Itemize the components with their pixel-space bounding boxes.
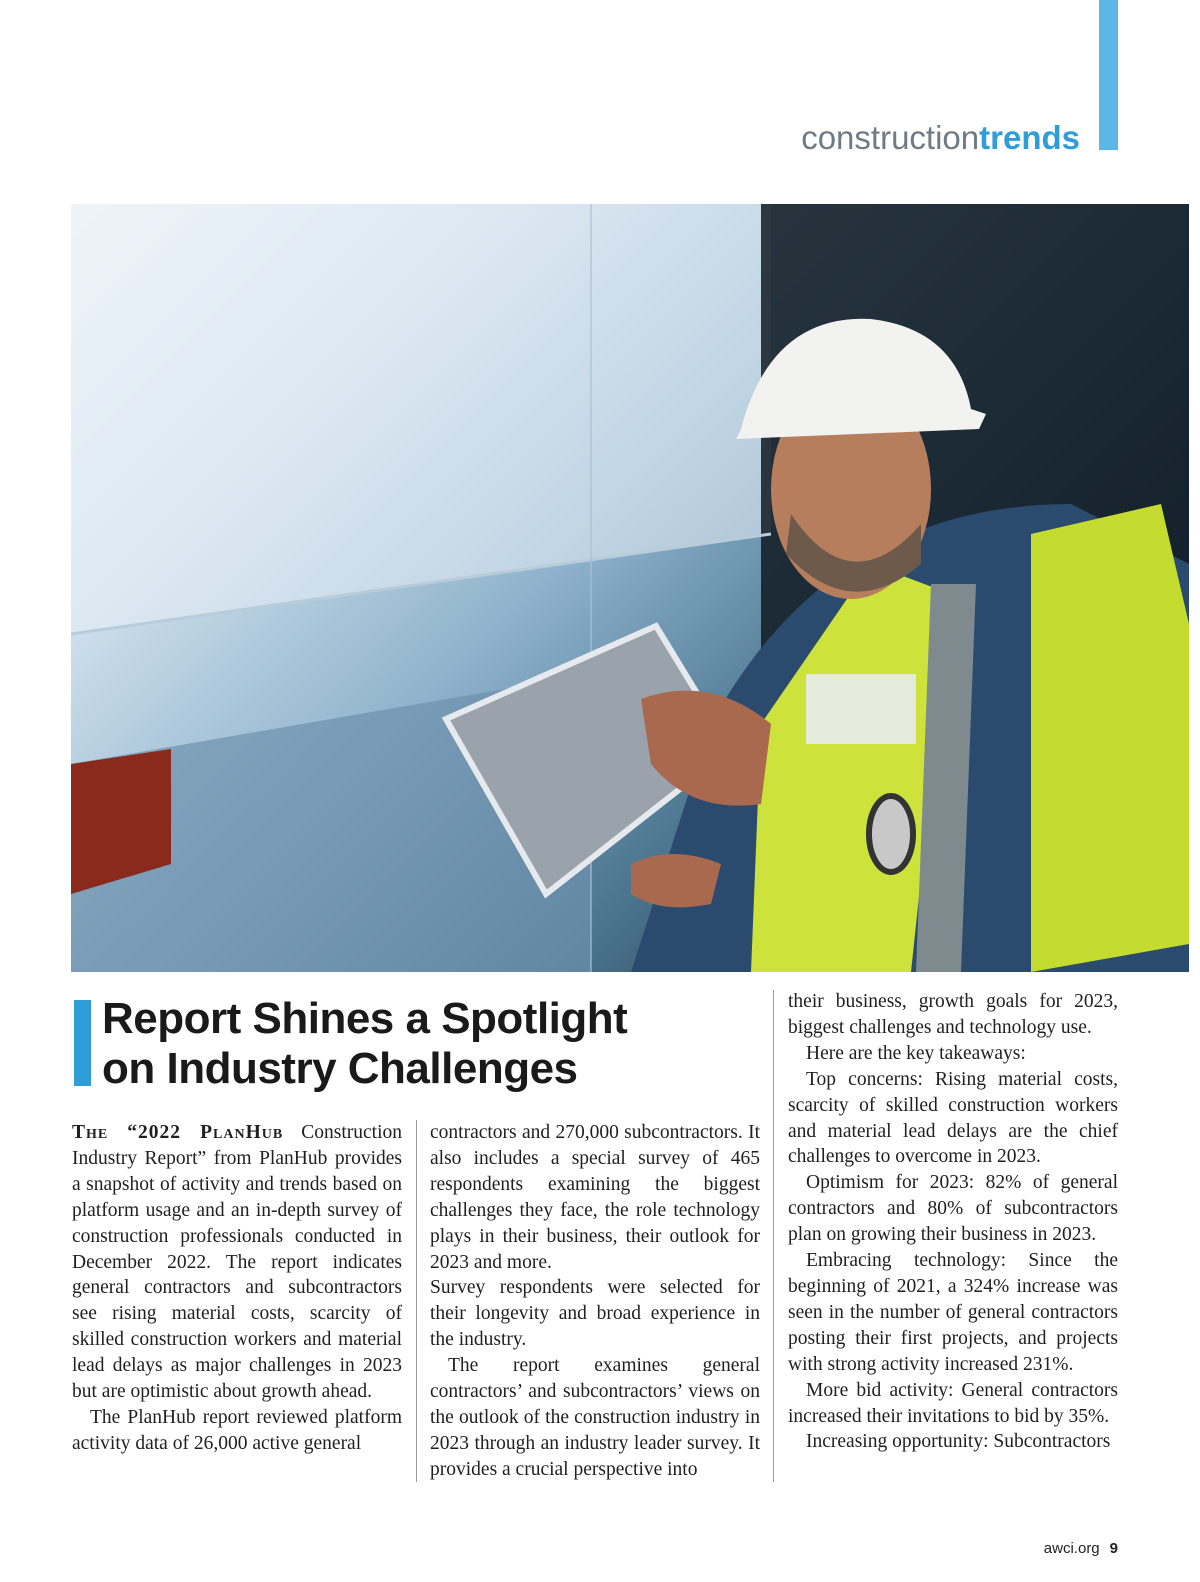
column-2-paragraph-1: contractors and 270,000 subcontractors. It also includes a special survey of 465 respondents examining the biggest challenges they face, the role technology plays in their business, their outlook for 2023 and more. bbox=[430, 1122, 760, 1273]
section-header bbox=[801, 118, 1080, 158]
headline-accent-bar bbox=[74, 1000, 91, 1086]
wristwatch bbox=[869, 796, 913, 872]
headline-line-2: on Industry Challenges bbox=[102, 1044, 578, 1093]
article-column-2 bbox=[430, 1120, 760, 1483]
column-3-paragraph-4: Optimism for 2023: 82% of general contractors and 80% of subcontractors plan on growing their business in 2023. bbox=[788, 1172, 1118, 1246]
top-accent-bar bbox=[1099, 0, 1118, 150]
headline-line-1: Report Shines a Spotlight bbox=[102, 994, 628, 1043]
column-divider-2 bbox=[773, 990, 774, 1482]
vest-right bbox=[1031, 504, 1189, 972]
column-3-paragraph-1: their business, growth goals for 2023, biggest challenges and technology use. bbox=[788, 991, 1118, 1038]
vest-pocket bbox=[806, 674, 916, 744]
column-1-paragraph-2: The PlanHub report reviewed platform activity data of 26,000 active general bbox=[72, 1406, 402, 1454]
column-3-paragraph-7: Increasing opportunity: Subcontractors bbox=[806, 1431, 1111, 1453]
page-footer bbox=[1044, 1540, 1118, 1557]
section-header-bold: trends bbox=[979, 119, 1080, 156]
column-3-paragraph-3: Top concerns: Rising material costs, scarcity of skilled construction workers and material lead delays are the chief challenges to overcome in 2023. bbox=[788, 1068, 1118, 1168]
column-3-paragraph-6: More bid activity: General contractors increased their invitations to bid by 35%. bbox=[788, 1379, 1118, 1427]
section-header-light: construction bbox=[801, 119, 980, 156]
footer-site: awci.org bbox=[1043, 1540, 1100, 1557]
column-2-paragraph-3: The report examines general contractors’ and subcontractors’ views on the outlook of the construction industry in 2023 through an industry leader survey. It provides a crucial perspective into bbox=[430, 1355, 760, 1480]
column-1-paragraph-1-text: Construction Industry Report” from PlanHub provides a snapshot of activity and trends based on platform usage and an in-depth survey of construction professionals conducted in December 2022. The report indicates general contractors and subcontractors see rising material costs, scarcity of skilled construction workers and material lead delays as major challenges in 2023 but are optimistic about growth ahead. bbox=[72, 1122, 402, 1403]
building-panel-upper bbox=[71, 204, 771, 634]
article-headline bbox=[102, 994, 702, 1094]
column-1-paragraph-1 bbox=[72, 1120, 402, 1405]
lead-in: The “2022 PlanHub bbox=[72, 1122, 284, 1143]
column-divider-1 bbox=[416, 1120, 417, 1482]
column-3-paragraph-5: Embracing technology: Since the beginning of 2021, a 324% increase was seen in the number of general contractors posting their first projects, and projects with strong activity increased 231%. bbox=[788, 1250, 1118, 1375]
article-column-1 bbox=[72, 1120, 402, 1457]
column-2-paragraph-2: Survey respondents were selected for their longevity and broad experience in the industry. bbox=[430, 1277, 760, 1351]
column-3-paragraph-2: Here are the key takeaways: bbox=[806, 1042, 1026, 1064]
article-column-3 bbox=[788, 989, 1118, 1455]
left-hand bbox=[631, 854, 721, 907]
hero-photo bbox=[71, 204, 1189, 972]
page-number: 9 bbox=[1109, 1540, 1118, 1557]
worker-illustration bbox=[71, 204, 1189, 972]
